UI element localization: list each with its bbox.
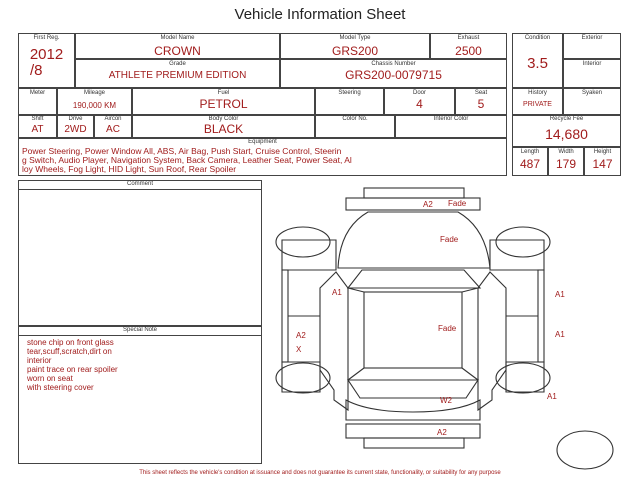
body-color-value: BLACK — [203, 122, 244, 136]
mark-right-front: A1 — [555, 290, 565, 299]
history-value: PRIVATE — [523, 101, 552, 108]
special-note-line: worn on seat — [27, 374, 73, 383]
mileage-label: Mileage — [83, 90, 105, 96]
mark-front-bumper: A2 — [423, 200, 433, 209]
condition-value: 3.5 — [527, 55, 548, 72]
fuel-value: PETROL — [199, 97, 248, 111]
height-value: 147 — [592, 157, 613, 171]
grade-value: ATHLETE PREMIUM EDITION — [108, 70, 247, 81]
first-reg-year: 2012 — [29, 46, 64, 63]
exhaust-value: 2500 — [455, 44, 482, 58]
disclaimer-footer: This sheet reflects the vehicle's condition at issuance and does not guarantee its current state, functionality, or suitability for any purpose — [139, 470, 501, 476]
mileage-value: 190,000 KM — [72, 101, 117, 110]
aircon-value: AC — [106, 124, 120, 135]
special-note-line: interior — [27, 356, 52, 365]
mark-left-side-x: X — [296, 345, 302, 354]
page-title: Vehicle Information Sheet — [234, 6, 406, 23]
special-note-line: tear,scuff,scratch,dirt on — [27, 347, 112, 356]
equipment-line: Power Steering, Power Window All, ABS, Air Bag, Push Start, Cruise Control, Steerin — [22, 146, 342, 156]
mark-left-front: A1 — [332, 288, 342, 297]
special-note-line: with steering cover — [27, 383, 94, 392]
comment-label: Comment — [126, 181, 153, 187]
interior-color-label: Interior Color — [433, 116, 469, 122]
model-type-value: GRS200 — [331, 44, 379, 58]
first-reg-label: First Reg. — [33, 35, 60, 41]
condition-label: Condition — [524, 35, 551, 41]
length-value: 487 — [519, 157, 541, 171]
door-value: 4 — [416, 97, 423, 111]
shift-label: Shift — [31, 116, 44, 122]
comment-box — [18, 180, 262, 326]
special-note-line: stone chip on front glass — [27, 338, 114, 347]
history-label: History — [528, 90, 547, 96]
width-value: 179 — [555, 157, 577, 171]
drive-value: 2WD — [64, 124, 87, 135]
width-label: Width — [558, 149, 574, 155]
meter-label: Meter — [29, 90, 46, 96]
recycle-fee-value: 14,680 — [545, 126, 588, 142]
shift-value: AT — [31, 124, 44, 135]
grade-label: Grade — [169, 61, 186, 67]
aircon-label: Aircon — [104, 116, 122, 122]
model-name-label: Model Name — [160, 35, 195, 41]
model-type-label: Model Type — [339, 35, 371, 41]
seat-value: 5 — [477, 97, 485, 111]
equipment-label: Equipment — [248, 139, 277, 145]
special-note-line: paint trace on rear spoiler — [27, 365, 118, 374]
exhaust-label: Exhaust — [457, 35, 480, 41]
chassis-value: GRS200-0079715 — [345, 68, 442, 82]
mark-front-bumper-fade: Fade — [448, 199, 467, 208]
mark-left-side-a2: A2 — [296, 331, 306, 340]
syaken-label: Syaken — [581, 90, 602, 96]
mark-right-door: A1 — [555, 330, 565, 339]
equipment-line: g Switch, Audio Player, Navigation System, Back Camera, Leather Seat, Power Seat, Al — [22, 155, 352, 165]
color-no-label: Color No. — [342, 116, 368, 122]
chassis-label: Chassis Number — [371, 61, 416, 67]
fuel-label: Fuel — [217, 90, 230, 96]
door-label: Door — [412, 90, 426, 96]
mark-hood: Fade — [440, 235, 459, 244]
seat-label: Seat — [474, 90, 488, 96]
mark-rear-glass: W2 — [440, 396, 452, 405]
steering-label: Steering — [338, 90, 361, 96]
model-name-value: CROWN — [154, 44, 201, 58]
mark-roof: Fade — [438, 324, 457, 333]
mark-right-rear: A1 — [547, 392, 557, 401]
first-reg-month: /8 — [30, 62, 43, 79]
body-color-label: Body Color — [208, 116, 239, 122]
mark-rear-bumper: A2 — [437, 428, 447, 437]
height-label: Height — [593, 149, 612, 155]
exterior-label: Exterior — [581, 35, 603, 41]
recycle-fee-label: Recycle Fee — [549, 116, 584, 122]
drive-label: Drive — [68, 116, 83, 122]
equipment-line: loy Wheels, Fog Light, HID Light, Sun Roof, Rear Spoiler — [22, 164, 237, 174]
special-note-label: Special Note — [122, 327, 158, 333]
length-label: Length — [520, 149, 540, 155]
interior-label: Interior — [582, 61, 602, 67]
